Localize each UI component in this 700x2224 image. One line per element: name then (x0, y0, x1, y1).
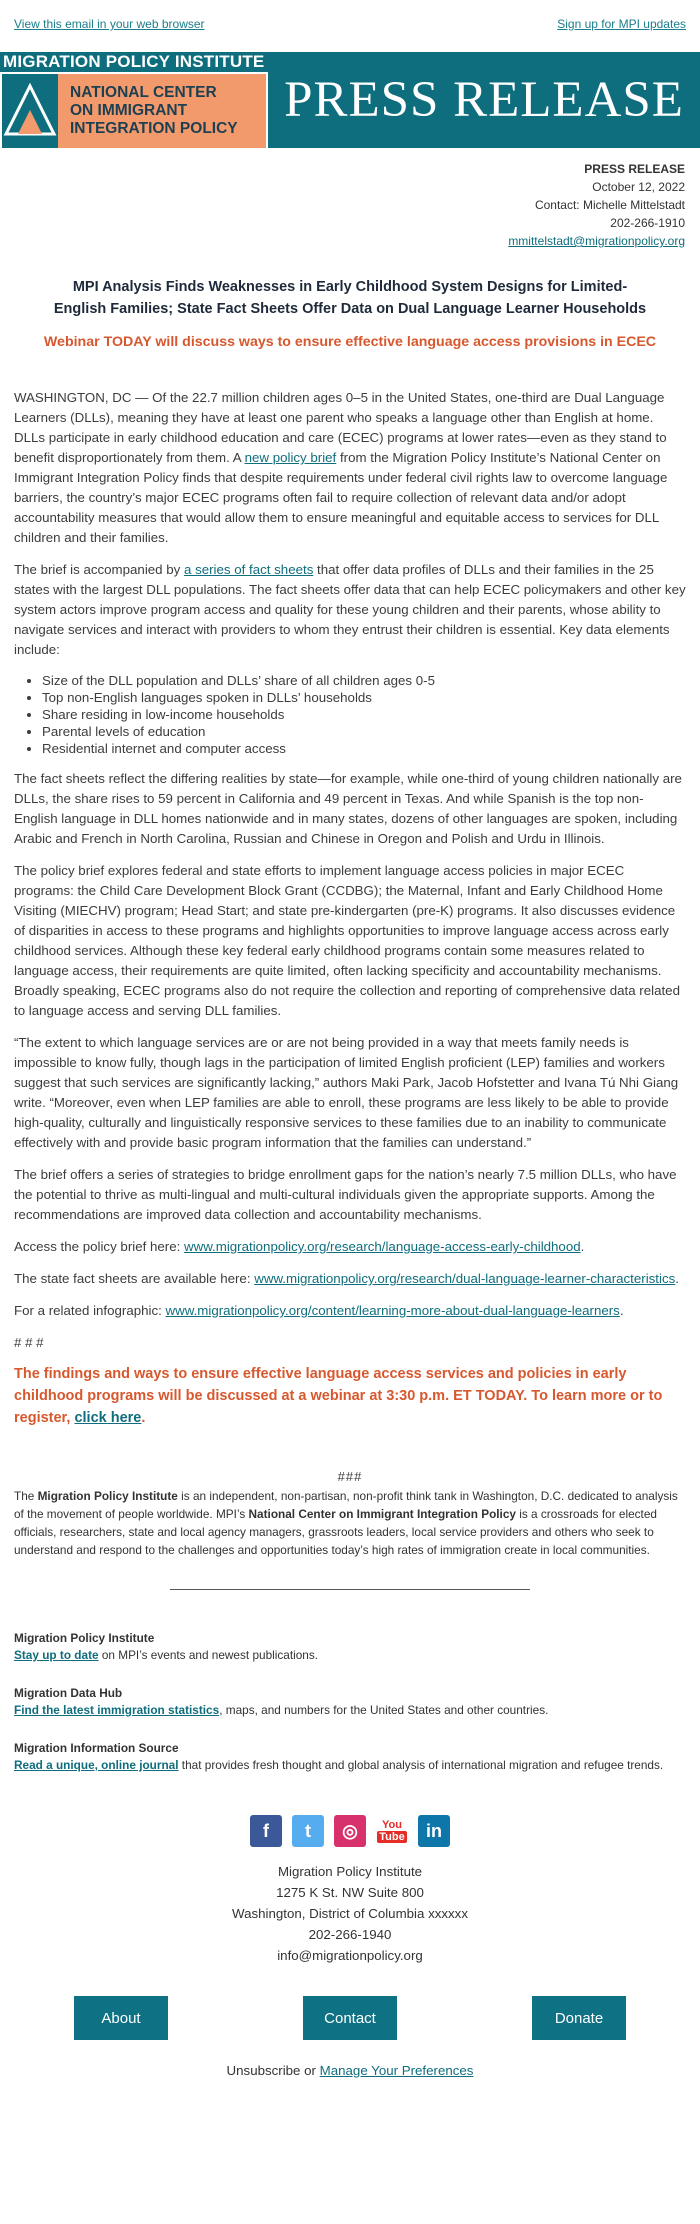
resource-mpi (14, 1630, 686, 1663)
p1-text-a: WASHINGTON, DC — Of the 22.7 million children ages 0–5 in the United States, one-third are Dual Language Learners (DLLs), meaning they have at least one parent who speaks a language other than English at home. DLLs participate in early childhood education and care (ECEC) programs at lower rates—even as they stand to benefit disproportionately from them. A (14, 390, 667, 465)
resource-title: Migration Information Source (14, 1741, 179, 1755)
logo-line-2: ON IMMIGRANT (70, 102, 188, 119)
p2-text-b: that offer data profiles of DLLs and their families in the 25 states with the largest DLL populations. The fact sheets offer data that can help ECEC policymakers and other key system actors improve program access and quality for these young children and their parents, whose ability to navigate services and interact with providers to whom they entrust their children is essential. Key data elements include: (14, 562, 686, 657)
logo-line-1: NATIONAL CENTER (70, 84, 217, 101)
about-nciip-name: National Center on Immigrant Integration Policy (248, 1507, 516, 1521)
instagram-icon[interactable]: ◎ (334, 1815, 366, 1847)
resource-info-source (14, 1740, 686, 1773)
mpi-logo[interactable] (0, 52, 268, 148)
press-release-banner: PRESS RELEASE (268, 52, 700, 148)
header-banner (0, 52, 700, 148)
youtube-label-bottom: Tube (379, 1831, 405, 1843)
about-text-1: The (14, 1489, 38, 1503)
brief-url-link[interactable]: www.migrationpolicy.org/research/language-access-early-childhood (183, 1239, 581, 1254)
address-city: Washington, District of Columbia xxxxxx (232, 1906, 468, 1921)
manage-preferences-link[interactable]: Manage Your Preferences (319, 2063, 474, 2078)
webinar-subhead: Webinar TODAY will discuss ways to ensure effective language access provisions in ECEC (43, 334, 657, 350)
info-end: . (619, 1303, 624, 1318)
view-in-browser-link[interactable]: View this email in your web browser (14, 17, 205, 31)
fact-sheets-url-link[interactable]: www.migrationpolicy.org/research/dual-language-learner-characteristics (254, 1271, 676, 1286)
p1-text-b: from the Migration Policy Institute’s National Center on Immigrant Integration Policy finds that despite requirements under federal civil rights law to overcome language barriers, the country’s major ECEC programs often fail to require collection of relevant data and/or adopt accountability measures that would allow them to ensure meaningful and equitable access to services for DLL children and their families. (14, 450, 668, 545)
register-link[interactable]: click here (74, 1410, 142, 1426)
cta-end: . (141, 1410, 146, 1426)
fact-sheets-link[interactable]: a series of fact sheets (184, 562, 314, 577)
logo-title: MIGRATION POLICY INSTITUTE (0, 52, 268, 72)
logo-line-3: INTEGRATION POLICY (70, 120, 238, 137)
resource-title: Migration Policy Institute (14, 1631, 155, 1645)
section-separator: # # # (14, 1335, 44, 1350)
fact-sheets-line (14, 1269, 686, 1289)
contact-button[interactable]: Contact (303, 1996, 397, 2040)
resource-text: that provides fresh thought and global analysis of international migration and refugee trends. (178, 1758, 664, 1772)
paragraph-3: The fact sheets reflect the differing realities by state—for example, while one-third of young children nationally are DLLs, the share rises to 59 percent in California and 49 percent in Texas. And while Spanish is the top non-English language in DLL homes nationwide and in many states, dozens of other languages are spoken, including Arabic and French in North Carolina, Russian and Chinese in Oregon and Polish and Urdu in Illinois. (14, 771, 682, 846)
contact-name: Contact: Michelle Mittelstadt (534, 198, 685, 212)
facts-label: The state fact sheets are available here: (14, 1271, 255, 1286)
p2-text-a: The brief is accompanied by (14, 562, 184, 577)
address-org: Migration Policy Institute (277, 1864, 423, 1879)
infographic-url-link[interactable]: www.migrationpolicy.org/content/learning-more-about-dual-language-learners (165, 1303, 620, 1318)
top-links-bar (0, 0, 700, 48)
paragraph-5-quote: “The extent to which language services are or are not being provided in a way that meets family needs is impossible to know fully, though lags in the participation of limited English proficient (LEP) families and workers suggest that such services are significantly lacking,” authors Maki Park, Jacob Hofstetter and Ivana Tú Nhi Giang write. “Moreover, even when LEP families are able to enroll, these programs are less likely to be able to provide high-quality, culturally and linguistically responsive services to these families due to an inability to communicate effectively with and provide basic program information that the families can understand.” (14, 1035, 679, 1150)
list-item: • Residential internet and computer access (42, 740, 686, 757)
stay-up-to-date-link[interactable]: Stay up to date (14, 1648, 99, 1662)
linkedin-icon[interactable]: in (418, 1815, 450, 1847)
paragraph-1 (14, 388, 686, 548)
divider (170, 1589, 530, 1590)
info-label: For a related infographic: (14, 1303, 166, 1318)
policy-brief-link[interactable]: new policy brief (244, 450, 337, 465)
access-end: . (580, 1239, 585, 1254)
press-contact (0, 148, 700, 250)
signup-link[interactable]: Sign up for MPI updates (557, 17, 686, 31)
press-release-label: PRESS RELEASE (584, 162, 685, 176)
paragraph-6: The brief offers a series of strategies to bridge enrollment gaps for the nation’s nearly 7.5 million DLLs, who have the potential to thrive as multi-lingual and multi-cultural individuals given the appropriate supports. Among the recommendations are improved data collection and accountability mechanisms. (14, 1167, 677, 1222)
resource-text: , maps, and numbers for the United States and other countries. (219, 1703, 549, 1717)
youtube-label-top: You (382, 1819, 402, 1831)
resource-data-hub (14, 1685, 686, 1718)
address-email: info@migrationpolicy.org (277, 1948, 423, 1963)
contact-phone: 202-266-1910 (610, 216, 685, 230)
list-item: • Top non-English languages spoken in DLLs’ households (42, 689, 686, 706)
mailing-address (0, 1861, 700, 1966)
footer-unsubscribe (0, 2062, 700, 2079)
about-mpi-name: Migration Policy Institute (37, 1489, 178, 1503)
about-text-2: is an independent, non-partisan, non-profit think tank in Washington, D.C. dedicated to analysis of the movement of people worldwide. MPI’s (14, 1489, 678, 1521)
resource-text: on MPI’s events and newest publications. (98, 1648, 319, 1662)
address-street: 1275 K St. NW Suite 800 (276, 1885, 424, 1900)
resource-title: Migration Data Hub (14, 1686, 123, 1700)
about-button[interactable]: About (74, 1996, 168, 2040)
key-data-list (14, 672, 686, 757)
contact-email-link[interactable]: mmittelstadt@migrationpolicy.org (508, 234, 685, 248)
about-text-3: is a crossroads for elected officials, researchers, state and local agency managers, grassroots leaders, local service providers and others who seek to understand and respond to the challenges and opportunities today’s high rates of immigration create in local communities. (14, 1507, 657, 1557)
twitter-icon[interactable]: t (292, 1815, 324, 1847)
about-mpi (14, 1487, 686, 1559)
immigration-statistics-link[interactable]: Find the latest immigration statistics (14, 1703, 220, 1717)
list-item: • Share residing in low-income households (42, 706, 686, 723)
list-item: • Size of the DLL population and DLLs’ share of all children ages 0-5 (42, 672, 686, 689)
list-item: • Parental levels of education (42, 723, 686, 740)
release-body (0, 388, 700, 1559)
facts-end: . (675, 1271, 679, 1286)
footer-buttons (0, 1996, 700, 2040)
paragraph-4: The policy brief explores federal and state efforts to implement language access policies in major ECEC programs: the Child Care Development Block Grant (CCDBG); the Maternal, Infant and Early Childhood Home Visiting (MIECHV) program; Head Start; and state pre-kindergarten (pre-K) programs. It also discusses evidence of disparities in access to these programs and highlights opportunities to improve language access across early childhood services. Although these key federal early childhood programs contain some measures related to language access, their requirements are quite limited, often lacking specificity and accountability mechanisms. Broadly speaking, ECEC programs also do not require the collection and reporting of comprehensive data related to language access and serving DLL families. (14, 863, 680, 1018)
release-date: October 12, 2022 (592, 180, 685, 194)
infographic-line (14, 1301, 686, 1321)
donate-button[interactable]: Donate (532, 1996, 626, 2040)
access-label: Access the policy brief here: (14, 1239, 184, 1254)
facebook-icon[interactable]: f (250, 1815, 282, 1847)
paragraph-2 (14, 560, 686, 660)
youtube-icon[interactable] (376, 1815, 408, 1847)
address-phone: 202-266-1940 (308, 1927, 392, 1942)
headline: MPI Analysis Finds Weaknesses in Early Childhood System Designs for Limited-English Families; State Fact Sheets Offer Data on Dual Language Learner Households (53, 279, 647, 317)
webinar-cta (14, 1363, 686, 1429)
social-icons (0, 1815, 700, 1847)
logo-mark-icon (2, 74, 58, 148)
unsubscribe-text: Unsubscribe or (226, 2063, 320, 2078)
cta-text: The findings and ways to ensure effective language access services and policies in early childhood programs will be discussed at a webinar at 3:30 p.m. ET TODAY. To learn more or to register, (14, 1366, 663, 1426)
resource-links (0, 1630, 700, 1773)
online-journal-link[interactable]: Read a unique, online journal (14, 1758, 179, 1772)
end-marker: ### (337, 1469, 363, 1484)
logo-subtitle (58, 74, 266, 148)
access-brief-line (14, 1237, 686, 1257)
